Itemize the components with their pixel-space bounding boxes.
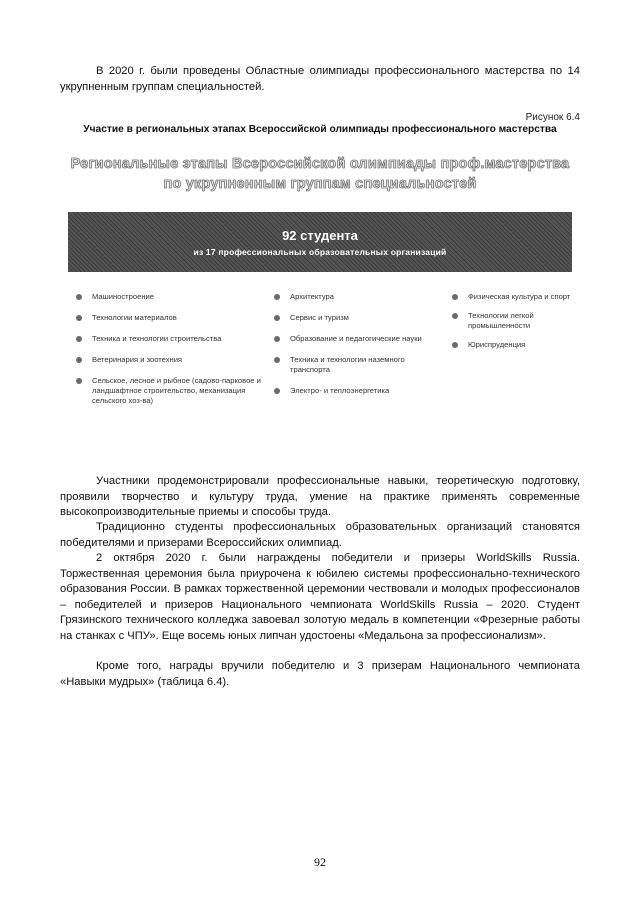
specialty-item: [272, 334, 442, 344]
specialty-label: Сервис и туризм: [290, 313, 349, 322]
bullet-icon: [76, 336, 82, 342]
specialty-item: [74, 313, 264, 323]
specialty-item: [74, 355, 264, 365]
specialty-label: Ветеринария и зоотехния: [92, 355, 183, 364]
bullet-icon: [452, 313, 458, 319]
specialty-label: Технологии легкой промышленности: [468, 311, 534, 330]
specialty-item: [272, 313, 442, 323]
tradition-paragraph: Традиционно студенты профессиональных образовательных организаций становятся победителями и призерами Всероссийских олимпиад.: [60, 521, 580, 549]
bullet-icon: [76, 378, 82, 384]
bullet-icon: [274, 315, 280, 321]
specialty-label: Сельское, лесное и рыбное (садово-парковое и ландшафтное строительство, механизация сельского хоз-ва): [92, 376, 261, 405]
intro-paragraph: В 2020 г. были проведены Областные олимпиады профессионального мастерства по 14 укрупненным группам специальностей.: [60, 65, 580, 93]
students-banner: [68, 212, 572, 272]
infographic-title-line-1: Региональные этапы Всероссийской олимпиады проф.мастерства: [70, 156, 570, 172]
bullet-icon: [76, 315, 82, 321]
specialty-item: [450, 340, 580, 350]
specialty-label: Образование и педагогические науки: [290, 334, 422, 343]
bullet-icon: [452, 294, 458, 300]
page-number: 92: [314, 855, 326, 869]
specialty-label: Юриспруденция: [468, 340, 526, 349]
specialty-item: [450, 292, 580, 302]
specialty-label: Архитектура: [290, 292, 334, 301]
specialty-label: Электро- и теплоэнергетика: [290, 386, 390, 395]
specialty-label: Машиностроение: [92, 292, 154, 301]
bullet-icon: [274, 388, 280, 394]
wise-skills-paragraph: Кроме того, награды вручили победителю и 3 призерам Национального чемпионата «Навыки мудрых» (таблица 6.4).: [60, 660, 580, 688]
specialty-item: [272, 355, 442, 375]
specialty-item: [450, 311, 580, 331]
bullet-icon: [274, 336, 280, 342]
bullet-icon: [452, 342, 458, 348]
specialty-item: [272, 292, 442, 302]
bullet-icon: [274, 357, 280, 363]
specialty-label: Техника и технологии наземного транспорта: [290, 355, 405, 374]
specialty-column-1: [74, 292, 264, 417]
specialty-item: [74, 334, 264, 344]
bullet-icon: [76, 294, 82, 300]
specialty-label: Физическая культура и спорт: [468, 292, 571, 301]
banner-student-count: 92 студента: [282, 227, 358, 243]
specialty-label: Технологии материалов: [92, 313, 177, 322]
specialty-item: [74, 376, 264, 406]
specialty-item: [272, 386, 442, 396]
banner-subtitle: из 17 профессиональных образовательных организаций: [193, 246, 447, 257]
worldskills-paragraph: 2 октября 2020 г. были награждены победители и призеры WorldSkills Russia. Торжественная церемония была приурочена к юбилею системы профессионально-технического образования России. В рамках торжественной церемонии чествовали и молодых профессионалов – победителей и призеров Национального чемпионата WorldSkills Russia – 2020. Студент Грязинского технического колледжа завоевал золотую медаль в компетенции «Фрезерные работы на станках с ЧПУ». Еще восемь юных липчан удостоены «Медальона за профессионализм».: [60, 552, 580, 642]
specialty-item: [74, 292, 264, 302]
infographic-title-line-2: по укрупненным группам специальностей: [163, 176, 477, 192]
bullet-icon: [274, 294, 280, 300]
specialty-label: Техника и технологии строительства: [92, 334, 222, 343]
bullet-icon: [76, 357, 82, 363]
figure-title: Участие в региональных этапах Всероссийской олимпиады профессионального мастерства: [83, 124, 557, 135]
specialty-column-3: [450, 292, 580, 359]
figure-caption: Рисунок 6.4: [525, 112, 580, 123]
participants-paragraph: Участники продемонстрировали профессиональные навыки, теоретическую подготовку, проявили творчество и культуру труда, умение на практике применять современные высокопроизводительные приемы и способы труда.: [60, 475, 580, 518]
specialty-column-2: [272, 292, 442, 407]
